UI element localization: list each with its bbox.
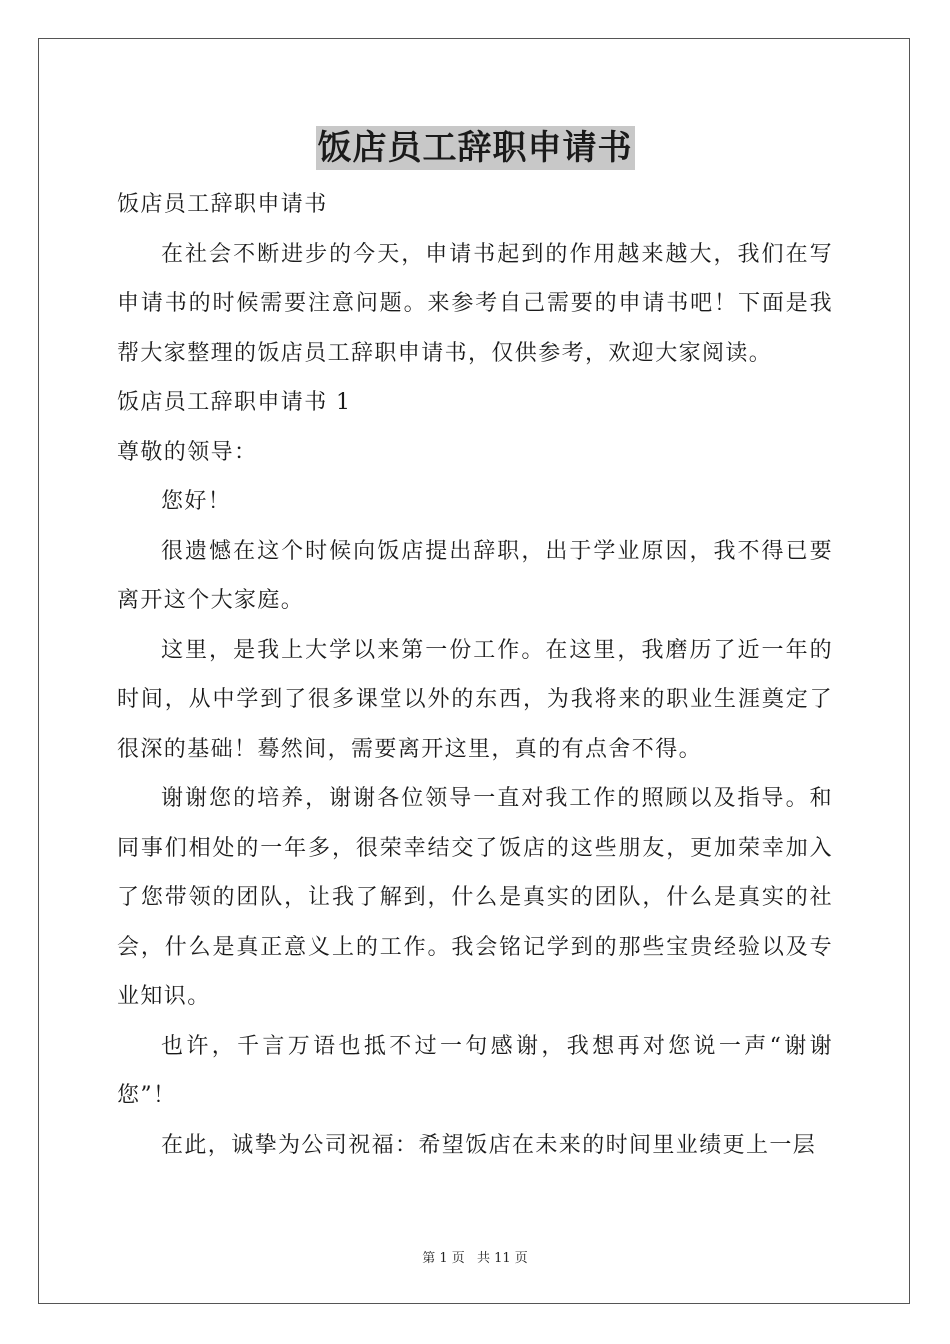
document-title: 饭店员工辞职申请书 <box>317 128 633 168</box>
document-subtitle: 饭店员工辞职申请书 <box>117 192 328 217</box>
intro-paragraph: 在社会不断进步的今天，申请书起到的作用越来越大，我们在写申请书的时候需要注意问题。来参考自己需要的申请书吧！下面是我帮大家整理的饭店员工辞职申请书，仅供参考，欢迎大家阅读。 <box>117 241 833 366</box>
page-total: 共 11 页 <box>476 1251 528 1266</box>
body-paragraph: 很遗憾在这个时候向饭店提出辞职，出于学业原因，我不得已要离开这个大家庭。 <box>117 538 833 613</box>
page-number: 第 1 页 <box>422 1251 465 1266</box>
section-heading: 饭店员工辞职申请书 1 <box>117 390 352 415</box>
body-paragraph: 这里，是我上大学以来第一份工作。在这里，我磨历了近一年的时间，从中学到了很多课堂以外的东西，为我将来的职业生涯奠定了很深的基础！蓦然间，需要离开这里，真的有点舍不得。 <box>117 637 833 762</box>
title-area <box>0 126 950 170</box>
document-body <box>117 180 833 1170</box>
body-paragraph: 在此，诚挚为公司祝福：希望饭店在未来的时间里业绩更上一层 <box>161 1132 817 1158</box>
salutation: 尊敬的领导： <box>117 439 258 465</box>
body-paragraph: 也许，千言万语也抵不过一句感谢，我想再对您说一声“谢谢您”！ <box>117 1033 833 1108</box>
page-footer <box>0 1247 950 1266</box>
body-paragraph: 谢谢您的培养，谢谢各位领导一直对我工作的照顾以及指导。和同事们相处的一年多，很荣幸结交了饭店的这些朋友，更加荣幸加入了您带领的团队，让我了解到，什么是真实的团队，什么是真实的社会，什么是真正意义上的工作。我会铭记学到的那些宝贵经验以及专业知识。 <box>117 786 833 1009</box>
greeting: 您好！ <box>161 489 232 514</box>
